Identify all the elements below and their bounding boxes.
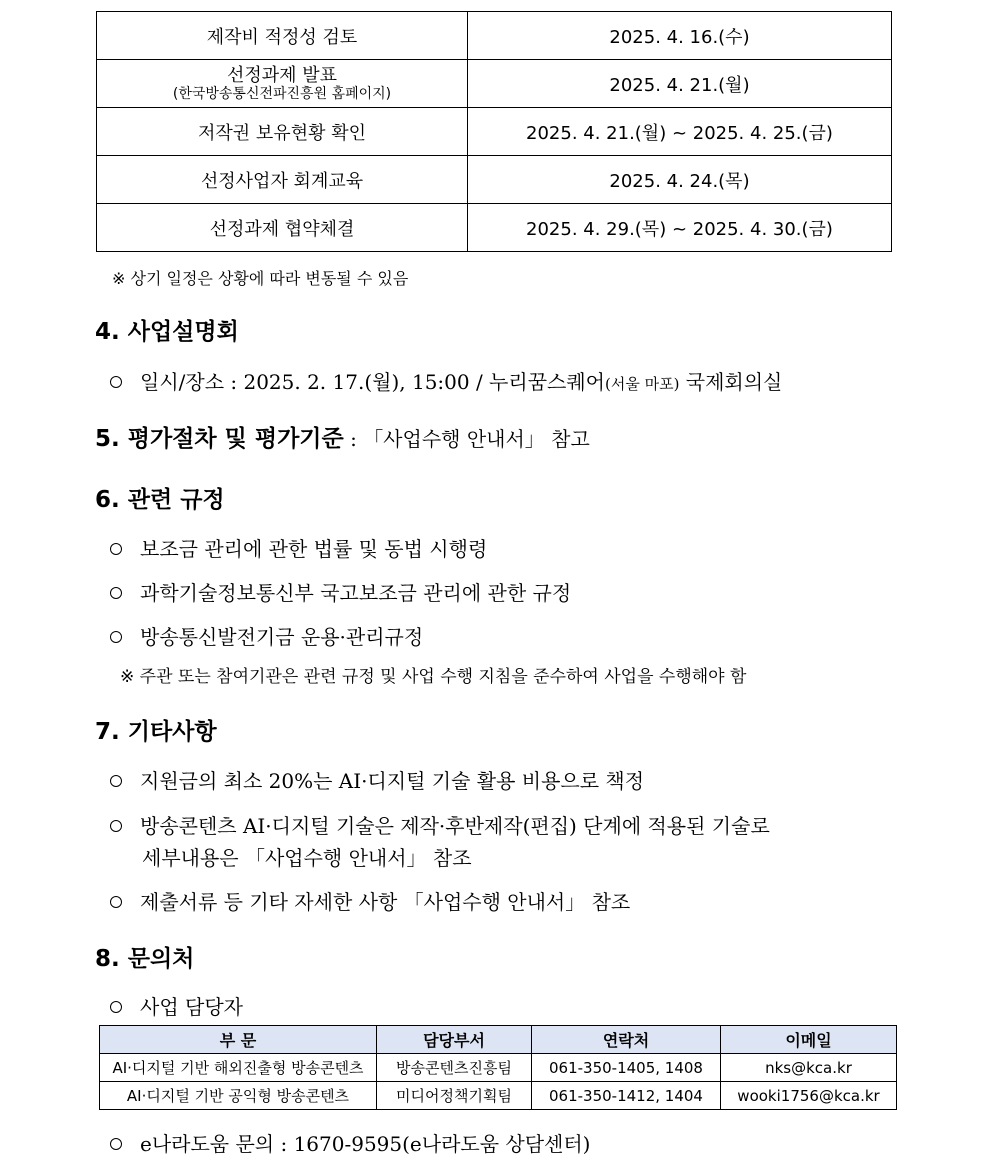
section-4-heading: 4. 사업설명회	[95, 319, 239, 345]
section-6-item	[110, 621, 423, 650]
section-6-note: ※ 주관 또는 참여기관은 관련 규정 및 사업 수행 지침을 준수하여 사업을 수행해야 함	[120, 667, 747, 687]
table-row	[97, 60, 892, 108]
table-header-row	[100, 1026, 897, 1054]
column-header: 부 문	[100, 1026, 377, 1054]
table-row	[97, 12, 892, 60]
section-7-item	[110, 810, 770, 839]
schedule-task: 제작비 적정성 검토	[97, 12, 468, 60]
item-text: 일시/장소 : 2025. 2. 17.(월), 15:00 / 누리꿈스퀘어	[140, 370, 605, 394]
schedule-task-sub: (한국방송통신전파진흥원 홈페이지)	[172, 85, 392, 102]
table-cell: AI·디지털 기반 해외진출형 방송콘텐츠	[100, 1054, 377, 1082]
schedule-task: 저작권 보유현황 확인	[97, 108, 468, 156]
section-4-item	[110, 366, 782, 395]
table-cell: 061-350-1412, 1404	[532, 1082, 721, 1110]
item-text: 과학기술정보통신부 국고보조금 관리에 관한 규정	[140, 581, 572, 605]
schedule-date: 2025. 4. 16.(수)	[468, 12, 892, 60]
bullet-circle-icon	[110, 896, 122, 908]
email-cell: nks@kca.kr	[721, 1054, 897, 1082]
item-text: 방송통신발전기금 운용·관리규정	[140, 625, 424, 649]
bullet-circle-icon	[110, 775, 122, 787]
schedule-task: 선정사업자 회계교육	[97, 156, 468, 204]
bullet-circle-icon	[110, 587, 122, 599]
email-cell: wooki1756@kca.kr	[721, 1082, 897, 1110]
schedule-task-cell	[97, 60, 468, 108]
schedule-date: 2025. 4. 24.(목)	[468, 156, 892, 204]
schedule-date: 2025. 4. 21.(월) ~ 2025. 4. 25.(금)	[468, 108, 892, 156]
table-cell: AI·디지털 기반 공익형 방송콘텐츠	[100, 1082, 377, 1110]
item-text: e나라도움 문의 : 1670-9595(e나라도움 상담센터)	[140, 1132, 591, 1156]
item-text: 제출서류 등 기타 자세한 사항 「사업수행 안내서」 참조	[140, 890, 631, 914]
item-text-small: (서울 마포)	[604, 375, 680, 393]
table-row	[100, 1054, 897, 1082]
table-cell: 061-350-1405, 1408	[532, 1054, 721, 1082]
bullet-circle-icon	[110, 1001, 122, 1013]
column-header: 이메일	[721, 1026, 897, 1054]
schedule-task: 선정과제 발표	[226, 64, 338, 86]
bullet-circle-icon	[110, 1138, 122, 1150]
column-header: 담당부서	[377, 1026, 532, 1054]
schedule-date: 2025. 4. 29.(목) ~ 2025. 4. 30.(금)	[468, 204, 892, 252]
section-6-item	[110, 577, 571, 606]
item-text-tail: 국제회의실	[679, 370, 783, 394]
section-7-item	[110, 765, 644, 794]
table-row	[97, 204, 892, 252]
section-8-item	[110, 1128, 590, 1157]
section-5-tail: : 「사업수행 안내서」 참고	[343, 427, 590, 451]
item-text: 사업 담당자	[140, 995, 243, 1019]
section-6-item	[110, 533, 487, 562]
section-7-heading: 7. 기타사항	[95, 719, 217, 745]
bullet-circle-icon	[110, 631, 122, 643]
bullet-circle-icon	[110, 376, 122, 388]
bullet-circle-icon	[110, 820, 122, 832]
bullet-circle-icon	[110, 543, 122, 555]
section-6-heading: 6. 관련 규정	[95, 487, 225, 513]
section-5-title: 5. 평가절차 및 평가기준	[95, 426, 344, 452]
table-row	[97, 156, 892, 204]
item-text: 지원금의 최소 20%는 AI·디지털 기술 활용 비용으로 책정	[140, 769, 645, 793]
section-7-item	[110, 886, 630, 915]
column-header: 연락처	[532, 1026, 721, 1054]
section-8-item	[110, 991, 243, 1020]
schedule-task: 선정과제 협약체결	[97, 204, 468, 252]
item-text: 보조금 관리에 관한 법률 및 동법 시행령	[140, 537, 488, 561]
section-5-heading	[95, 420, 590, 453]
table-row	[100, 1082, 897, 1110]
section-8-heading: 8. 문의처	[95, 946, 195, 972]
contact-table	[99, 1025, 897, 1110]
schedule-note: ※ 상기 일정은 상황에 따라 변동될 수 있음	[112, 269, 409, 288]
schedule-table	[96, 11, 892, 252]
item-text: 방송콘텐츠 AI·디지털 기술은 제작·후반제작(편집) 단계에 적용된 기술로	[140, 814, 770, 838]
schedule-date: 2025. 4. 21.(월)	[468, 60, 892, 108]
section-7-item-continuation: 세부내용은 「사업수행 안내서」 참조	[142, 846, 472, 870]
table-row	[97, 108, 892, 156]
table-cell: 미디어정책기획팀	[377, 1082, 532, 1110]
table-cell: 방송콘텐츠진흥팀	[377, 1054, 532, 1082]
